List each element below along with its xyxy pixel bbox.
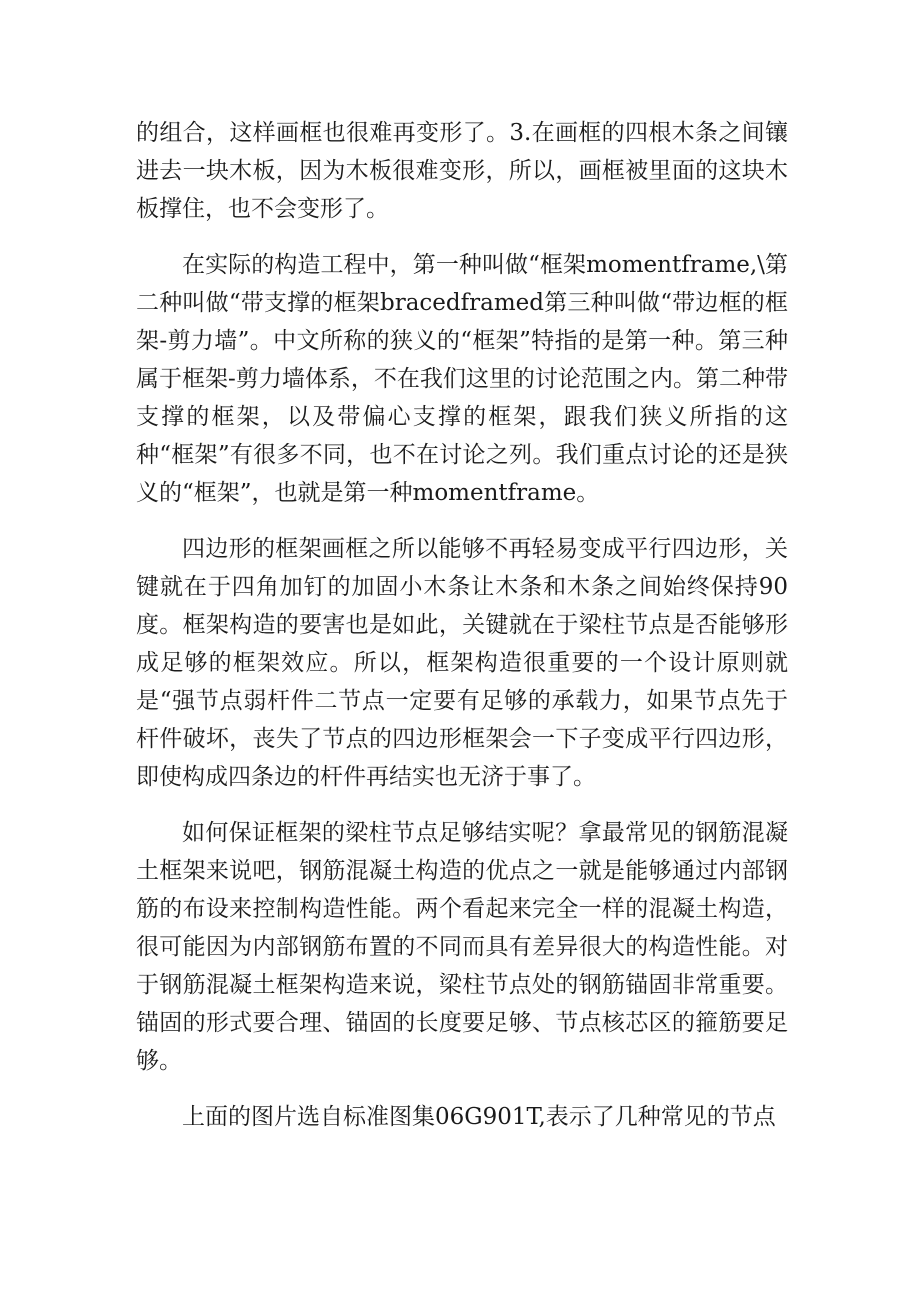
paragraph-1: 的组合，这样画框也很难再变形了。3.在画框的四根木条之间镶进去一块木板，因为木板很难变形，所以，画框被里面的这块木板撑住，也不会变形了。: [136, 120, 788, 222]
paragraph-4: 如何保证框架的梁柱节点足够结实呢？拿最常见的钢筋混凝土框架来说吧，钢筋混凝土构造的优点之一就是能够通过内部钢筋的布设来控制构造性能。两个看起来完全一样的混凝土构造，很可能因为内部钢筋布置的不同而具有差异很大的构造性能。对于钢筋混凝土框架构造来说，梁柱节点处的钢筋锚固非常重要。锚固的形式要合理、锚固的长度要足够、节点核芯区的箍筋要足够。: [136, 820, 788, 1074]
paragraph-5: 上面的图片选自标准图集06G901T,表示了几种常见的节点: [182, 1104, 776, 1130]
paragraph-3: 四边形的框架画框之所以能够不再轻易变成平行四边形，关键就在于四角加钉的加固小木条让木条和木条之间始终保持90度。框架构造的要害也是如此，关键就在于梁柱节点是否能够形成足够的框架效应。所以，框架构造很重要的一个设计原则就是“强节点弱杆件二节点一定要有足够的承载力，如果节点先于杆件破坏，丧失了节点的四边形框架会一下子变成平行四边形，即使构成四条边的杆件再结实也无济于事了。: [136, 536, 788, 790]
paragraph-2: 在实际的构造工程中，第一种叫做“框架momentframe,\第二种叫做“带支撑的框架bracedframed第三种叫做“带边框的框架-剪力墙”。中文所称的狭义的“框架”特指的是第一种。第三种属于框架-剪力墙体系，不在我们这里的讨论范围之内。第二种带支撑的框架，以及带偏心支撑的框架，跟我们狭义所指的这种“框架”有很多不同，也不在讨论之列。我们重点讨论的还是狭义的“框架”，也就是第一种momentframe。: [136, 252, 788, 506]
